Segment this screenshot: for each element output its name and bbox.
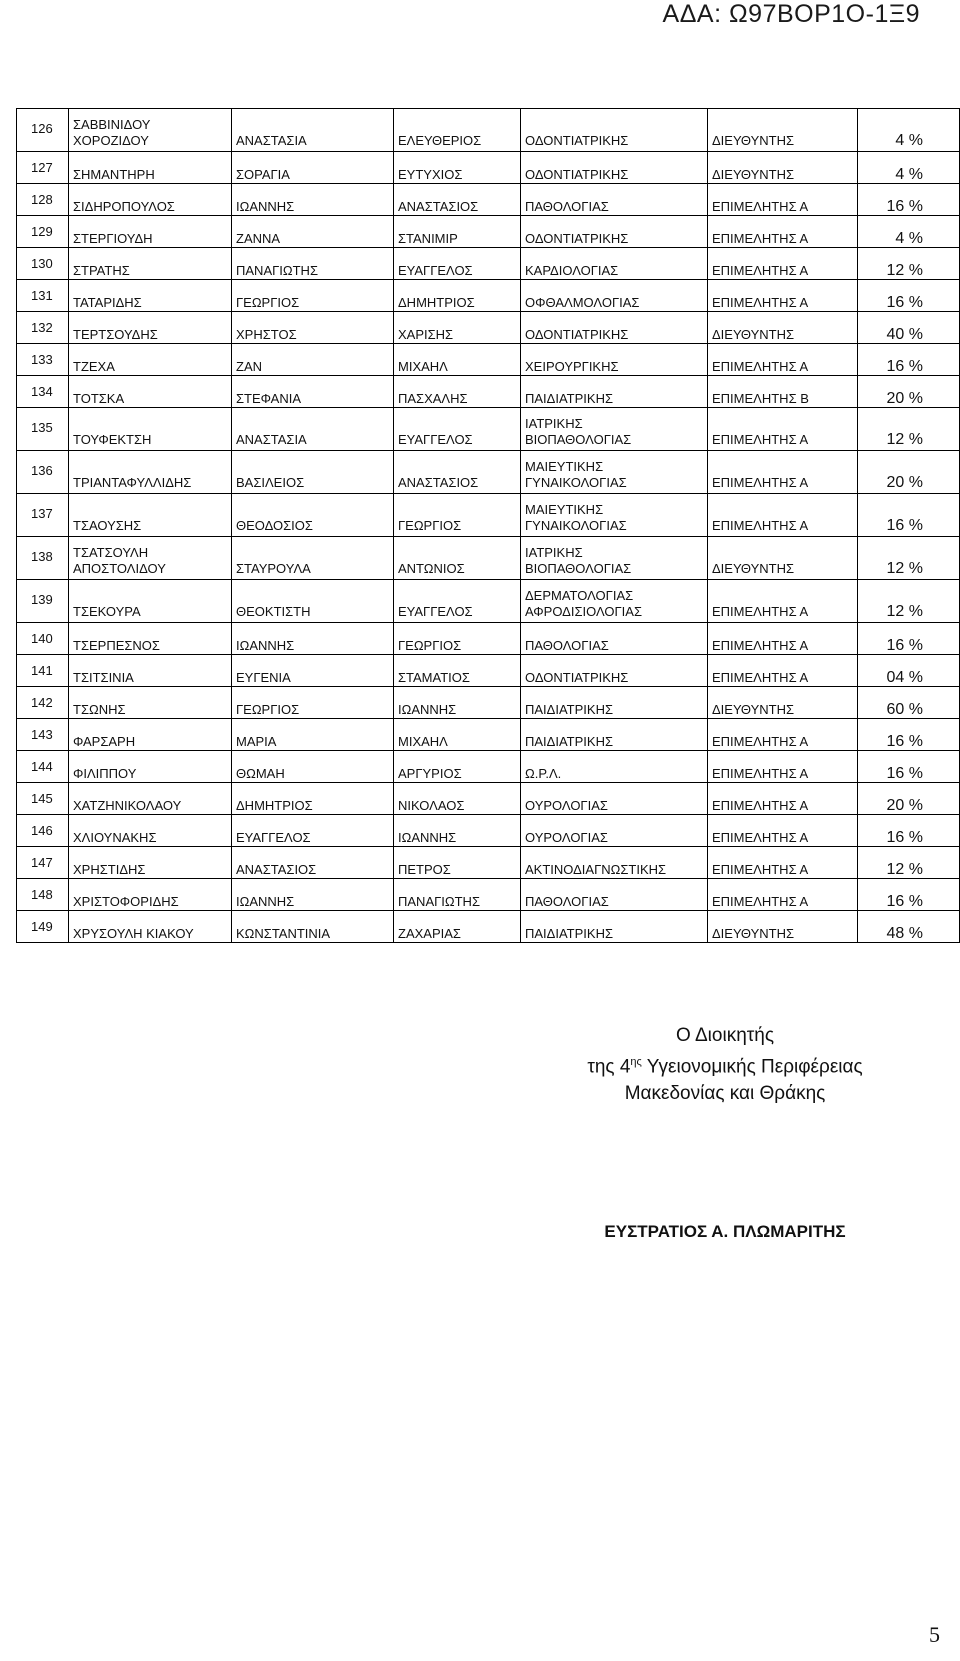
first-name-cell: ΧΡΗΣΤΟΣ [232, 312, 394, 344]
percentage-cell: 4 % [858, 216, 960, 248]
rank-cell: ΕΠΙΜΕΛΗΤΗΣ Α [708, 451, 858, 494]
row-number-cell: 140 [17, 623, 69, 655]
specialty-cell [521, 687, 708, 719]
cell-line: ΤΣΙΤΣΙΝΙΑ [73, 670, 134, 685]
percentage-cell: 12 % [858, 248, 960, 280]
surname-cell [69, 216, 232, 248]
surname-cell [69, 152, 232, 184]
row-number-cell: 148 [17, 879, 69, 911]
first-name-cell: ΙΩΑΝΝΗΣ [232, 623, 394, 655]
first-name-cell: ΙΩΑΝΝΗΣ [232, 184, 394, 216]
father-name-cell: ΙΩΑΝΝΗΣ [394, 815, 521, 847]
row-number-cell: 129 [17, 216, 69, 248]
cell-line: ΙΑΤΡΙΚΗΣ [525, 416, 583, 431]
row-number-cell: 147 [17, 847, 69, 879]
cell-line: ΙΑΤΡΙΚΗΣ [525, 545, 583, 560]
row-number-cell: 130 [17, 248, 69, 280]
row-number-cell: 137 [17, 494, 69, 537]
specialty-cell [521, 184, 708, 216]
percentage-cell: 48 % [858, 911, 960, 943]
row-number-cell: 149 [17, 911, 69, 943]
father-name-cell: ΜΙΧΑΗΛ [394, 719, 521, 751]
cell-line: ΠΑΙΔΙΑΤΡΙΚΗΣ [525, 391, 613, 406]
cell-line: ΑΠΟΣΤΟΛΙΔΟΥ [73, 561, 166, 576]
table-row [17, 911, 960, 943]
specialty-cell [521, 312, 708, 344]
rank-cell: ΕΠΙΜΕΛΗΤΗΣ Α [708, 879, 858, 911]
cell-line: ΤΕΡΤΣΟΥΔΗΣ [73, 327, 158, 342]
cell-line: ΠΑΙΔΙΑΤΡΙΚΗΣ [525, 926, 613, 941]
cell-line: ΟΥΡΟΛΟΓΙΑΣ [525, 830, 608, 845]
row-number-cell: 135 [17, 408, 69, 451]
specialty-cell [521, 248, 708, 280]
row-number-cell: 138 [17, 537, 69, 580]
surname-cell [69, 184, 232, 216]
cell-line: ΓΥΝΑΙΚΟΛΟΓΙΑΣ [525, 518, 627, 533]
father-name-cell: ΝΙΚΟΛΑΟΣ [394, 783, 521, 815]
percentage-cell: 04 % [858, 655, 960, 687]
surname-cell [69, 815, 232, 847]
rank-cell: ΕΠΙΜΕΛΗΤΗΣ Α [708, 408, 858, 451]
table-row [17, 655, 960, 687]
percentage-cell: 16 % [858, 879, 960, 911]
surname-cell [69, 655, 232, 687]
specialty-cell [521, 109, 708, 152]
percentage-cell: 12 % [858, 580, 960, 623]
percentage-cell: 16 % [858, 623, 960, 655]
cell-line: ΤΣΕΚΟΥΡΑ [73, 604, 141, 619]
cell-line: ΟΔΟΝΤΙΑΤΡΙΚΗΣ [525, 167, 629, 182]
ordinal-suffix: ης [630, 1056, 642, 1068]
father-name-cell: ΠΑΣΧΑΛΗΣ [394, 376, 521, 408]
rank-cell: ΕΠΙΜΕΛΗΤΗΣ Α [708, 344, 858, 376]
father-name-cell: ΑΡΓΥΡΙΟΣ [394, 751, 521, 783]
cell-line: ΧΟΡΟΖΙΔΟΥ [73, 133, 149, 148]
father-name-cell: ΣΤΑΜΑΤΙΟΣ [394, 655, 521, 687]
percentage-cell: 20 % [858, 376, 960, 408]
surname-cell [69, 494, 232, 537]
father-name-cell: ΑΝΑΣΤΑΣΙΟΣ [394, 451, 521, 494]
signature-title: Ο Διοικητής [675, 1025, 774, 1046]
cell-line: ΣΗΜΑΝΤΗΡΗ [73, 167, 155, 182]
table-row [17, 280, 960, 312]
rank-cell: ΕΠΙΜΕΛΗΤΗΣ Α [708, 815, 858, 847]
surname-cell [69, 751, 232, 783]
cell-line: ΠΑΘΟΛΟΓΙΑΣ [525, 638, 609, 653]
table-row [17, 109, 960, 152]
first-name-cell: ΕΥΑΓΓΕΛΟΣ [232, 815, 394, 847]
first-name-cell: ΣΤΑΥΡΟΥΛΑ [232, 537, 394, 580]
row-number-cell: 136 [17, 451, 69, 494]
row-number-cell: 126 [17, 109, 69, 152]
first-name-cell: ΘΩΜΑΗ [232, 751, 394, 783]
father-name-cell: ΑΝΤΩΝΙΟΣ [394, 537, 521, 580]
cell-line: ΒΙΟΠΑΘΟΛΟΓΙΑΣ [525, 561, 632, 576]
percentage-cell: 16 % [858, 494, 960, 537]
first-name-cell: ΠΑΝΑΓΙΩΤΗΣ [232, 248, 394, 280]
table-body [17, 109, 960, 943]
percentage-cell: 60 % [858, 687, 960, 719]
percentage-cell: 16 % [858, 280, 960, 312]
rank-cell: ΔΙΕΥΘΥΝΤΗΣ [708, 537, 858, 580]
rank-cell: ΕΠΙΜΕΛΗΤΗΣ Α [708, 280, 858, 312]
signature-region-name: Μακεδονίας και Θράκης [624, 1083, 826, 1105]
rank-cell: ΕΠΙΜΕΛΗΤΗΣ Α [708, 655, 858, 687]
cell-line: ΔΕΡΜΑΤΟΛΟΓΙΑΣ [525, 588, 634, 603]
percentage-cell: 12 % [858, 847, 960, 879]
specialty-cell [521, 580, 708, 623]
cell-line: ΦΑΡΣΑΡΗ [73, 734, 136, 749]
table-row [17, 494, 960, 537]
row-number-cell: 128 [17, 184, 69, 216]
rank-cell: ΕΠΙΜΕΛΗΤΗΣ Α [708, 216, 858, 248]
father-name-cell: ΜΙΧΑΗΛ [394, 344, 521, 376]
surname-cell [69, 408, 232, 451]
row-number-cell: 141 [17, 655, 69, 687]
father-name-cell: ΓΕΩΡΓΙΟΣ [394, 494, 521, 537]
first-name-cell: ΙΩΑΝΝΗΣ [232, 879, 394, 911]
cell-line: ΤΡΙΑΝΤΑΦΥΛΛΙΔΗΣ [73, 475, 192, 490]
specialty-cell [521, 847, 708, 879]
specialty-cell [521, 216, 708, 248]
surname-cell [69, 911, 232, 943]
region-suffix: Υγειονομικής Περιφέρειας [641, 1056, 863, 1078]
percentage-cell: 16 % [858, 184, 960, 216]
table-row [17, 312, 960, 344]
specialty-cell [521, 783, 708, 815]
surname-cell [69, 376, 232, 408]
specialty-cell [521, 879, 708, 911]
percentage-cell: 16 % [858, 751, 960, 783]
percentage-cell: 16 % [858, 344, 960, 376]
cell-line: Ω.Ρ.Λ. [525, 766, 562, 781]
first-name-cell: ΔΗΜΗΤΡΙΟΣ [232, 783, 394, 815]
table-row [17, 216, 960, 248]
father-name-cell: ΕΛΕΥΘΕΡΙΟΣ [394, 109, 521, 152]
cell-line: ΜΑΙΕΥΤΙΚΗΣ [525, 459, 604, 474]
specialty-cell [521, 408, 708, 451]
table-row [17, 719, 960, 751]
cell-line: ΣΤΕΡΓΙΟΥΔΗ [73, 231, 153, 246]
cell-line: ΟΔΟΝΤΙΑΤΡΙΚΗΣ [525, 133, 629, 148]
first-name-cell: ΕΥΓΕΝΙΑ [232, 655, 394, 687]
table-row [17, 451, 960, 494]
row-number-cell: 134 [17, 376, 69, 408]
rank-cell: ΔΙΕΥΘΥΝΤΗΣ [708, 109, 858, 152]
cell-line: ΑΦΡΟΔΙΣΙΟΛΟΓΙΑΣ [525, 604, 642, 619]
table-row [17, 248, 960, 280]
row-number-cell: 127 [17, 152, 69, 184]
surname-cell [69, 280, 232, 312]
table-row [17, 184, 960, 216]
surname-cell [69, 537, 232, 580]
surname-cell [69, 248, 232, 280]
father-name-cell: ΕΥΑΓΓΕΛΟΣ [394, 580, 521, 623]
percentage-cell: 12 % [858, 537, 960, 580]
cell-line: ΣΤΡΑΤΗΣ [73, 263, 130, 278]
table-row [17, 783, 960, 815]
cell-line: ΜΑΙΕΥΤΙΚΗΣ [525, 502, 604, 517]
surname-cell [69, 580, 232, 623]
first-name-cell: ΖΑΝ [232, 344, 394, 376]
table-row [17, 580, 960, 623]
cell-line: ΠΑΘΟΛΟΓΙΑΣ [525, 199, 609, 214]
table-row [17, 623, 960, 655]
cell-line: ΧΛΙΟΥΝΑΚΗΣ [73, 830, 157, 845]
specialty-cell [521, 623, 708, 655]
father-name-cell: ΕΥΑΓΓΕΛΟΣ [394, 408, 521, 451]
percentage-cell: 40 % [858, 312, 960, 344]
cell-line: ΤΟΤΣΚΑ [73, 391, 125, 406]
father-name-cell: ΧΑΡΙΣΗΣ [394, 312, 521, 344]
rank-cell: ΕΠΙΜΕΛΗΤΗΣ Α [708, 719, 858, 751]
first-name-cell: ΣΟΡΑΓΙΑ [232, 152, 394, 184]
ada-code: ΑΔΑ: Ω97ΒΟΡ1Ο-1Ξ9 [662, 0, 920, 28]
specialty-cell [521, 911, 708, 943]
signature-region-line [560, 1049, 890, 1080]
signatory-name: ΕΥΣΤΡΑΤΙΟΣ Α. ΠΛΩΜΑΡΙΤΗΣ [604, 1222, 846, 1241]
cell-line: ΧΡΗΣΤΙΔΗΣ [73, 862, 146, 877]
cell-line: ΠΑΙΔΙΑΤΡΙΚΗΣ [525, 702, 613, 717]
row-number-cell: 146 [17, 815, 69, 847]
specialty-cell [521, 815, 708, 847]
cell-line: ΤΟΥΦΕΚΤΣΗ [73, 432, 152, 447]
table-row [17, 408, 960, 451]
percentage-cell: 16 % [858, 719, 960, 751]
first-name-cell: ΚΩΝΣΤΑΝΤΙΝΙΑ [232, 911, 394, 943]
percentage-cell: 16 % [858, 815, 960, 847]
father-name-cell: ΕΥΤΥΧΙΟΣ [394, 152, 521, 184]
specialty-cell [521, 376, 708, 408]
rank-cell: ΕΠΙΜΕΛΗΤΗΣ Α [708, 623, 858, 655]
percentage-cell: 12 % [858, 408, 960, 451]
cell-line: ΒΙΟΠΑΘΟΛΟΓΙΑΣ [525, 432, 632, 447]
father-name-cell: ΕΥΑΓΓΕΛΟΣ [394, 248, 521, 280]
rank-cell: ΕΠΙΜΕΛΗΤΗΣ Α [708, 184, 858, 216]
surname-cell [69, 847, 232, 879]
surname-cell [69, 687, 232, 719]
percentage-cell: 20 % [858, 783, 960, 815]
rank-cell: ΕΠΙΜΕΛΗΤΗΣ Α [708, 751, 858, 783]
rank-cell: ΔΙΕΥΘΥΝΤΗΣ [708, 312, 858, 344]
specialty-cell [521, 537, 708, 580]
cell-line: ΟΔΟΝΤΙΑΤΡΙΚΗΣ [525, 670, 629, 685]
father-name-cell: ΠΑΝΑΓΙΩΤΗΣ [394, 879, 521, 911]
table-row [17, 376, 960, 408]
father-name-cell: ΑΝΑΣΤΑΣΙΟΣ [394, 184, 521, 216]
page-number: 5 [929, 1622, 940, 1647]
cell-line: ΣΙΔΗΡΟΠΟΥΛΟΣ [73, 199, 175, 214]
row-number-cell: 142 [17, 687, 69, 719]
first-name-cell: ΣΤΕΦΑΝΙΑ [232, 376, 394, 408]
surname-cell [69, 879, 232, 911]
table-row [17, 687, 960, 719]
table-row [17, 879, 960, 911]
rank-cell: ΕΠΙΜΕΛΗΤΗΣ Α [708, 580, 858, 623]
cell-line: ΤΑΤΑΡΙΔΗΣ [73, 295, 142, 310]
region-prefix: της 4 [587, 1056, 631, 1078]
rank-cell: ΕΠΙΜΕΛΗΤΗΣ Α [708, 783, 858, 815]
table-row [17, 815, 960, 847]
row-number-cell: 131 [17, 280, 69, 312]
father-name-cell: ΓΕΩΡΓΙΟΣ [394, 623, 521, 655]
first-name-cell: ΑΝΑΣΤΑΣΙΑ [232, 109, 394, 152]
surname-cell [69, 109, 232, 152]
father-name-cell: ΠΕΤΡΟΣ [394, 847, 521, 879]
rank-cell: ΕΠΙΜΕΛΗΤΗΣ Α [708, 847, 858, 879]
cell-line: ΤΣΑΟΥΣΗΣ [73, 518, 142, 533]
father-name-cell: ΔΗΜΗΤΡΙΟΣ [394, 280, 521, 312]
specialty-cell [521, 494, 708, 537]
row-number-cell: 143 [17, 719, 69, 751]
rank-cell: ΕΠΙΜΕΛΗΤΗΣ Β [708, 376, 858, 408]
table-row [17, 344, 960, 376]
cell-line: ΧΡΥΣΟΥΛΗ ΚΙΑΚΟΥ [73, 926, 194, 941]
percentage-cell: 4 % [858, 152, 960, 184]
surname-cell [69, 783, 232, 815]
percentage-cell: 4 % [858, 109, 960, 152]
specialty-cell [521, 152, 708, 184]
row-number-cell: 132 [17, 312, 69, 344]
first-name-cell: ΘΕΟΔΟΣΙΟΣ [232, 494, 394, 537]
cell-line: ΚΑΡΔΙΟΛΟΓΙΑΣ [525, 263, 619, 278]
cell-line: ΑΚΤΙΝΟΔΙΑΓΝΩΣΤΙΚΗΣ [525, 862, 667, 877]
first-name-cell: ΑΝΑΣΤΑΣΙΑ [232, 408, 394, 451]
cell-line: ΟΔΟΝΤΙΑΤΡΙΚΗΣ [525, 231, 629, 246]
first-name-cell: ΜΑΡΙΑ [232, 719, 394, 751]
cell-line: ΤΣΕΡΠΕΣΝΟΣ [73, 638, 160, 653]
specialty-cell [521, 655, 708, 687]
specialty-cell [521, 344, 708, 376]
first-name-cell: ΒΑΣΙΛΕΙΟΣ [232, 451, 394, 494]
specialty-cell [521, 751, 708, 783]
personnel-table [16, 108, 960, 943]
percentage-cell: 20 % [858, 451, 960, 494]
cell-line: ΟΔΟΝΤΙΑΤΡΙΚΗΣ [525, 327, 629, 342]
cell-line: ΠΑΘΟΛΟΓΙΑΣ [525, 894, 609, 909]
cell-line: ΧΑΤΖΗΝΙΚΟΛΑΟΥ [73, 798, 182, 813]
first-name-cell: ΓΕΩΡΓΙΟΣ [232, 280, 394, 312]
specialty-cell [521, 280, 708, 312]
row-number-cell: 139 [17, 580, 69, 623]
cell-line: ΧΡΙΣΤΟΦΟΡΙΔΗΣ [73, 894, 179, 909]
rank-cell: ΕΠΙΜΕΛΗΤΗΣ Α [708, 248, 858, 280]
surname-cell [69, 719, 232, 751]
first-name-cell: ΑΝΑΣΤΑΣΙΟΣ [232, 847, 394, 879]
cell-line: ΣΑΒΒΙΝΙΔΟΥ [73, 117, 151, 132]
cell-line: ΟΥΡΟΛΟΓΙΑΣ [525, 798, 608, 813]
row-number-cell: 145 [17, 783, 69, 815]
table-row [17, 152, 960, 184]
cell-line: ΤΣΑΤΣΟΥΛΗ [73, 545, 149, 560]
cell-line: ΤΖΕΧΑ [73, 359, 115, 374]
specialty-cell [521, 451, 708, 494]
cell-line: ΟΦΘΑΛΜΟΛΟΓΙΑΣ [525, 295, 640, 310]
cell-line: ΓΥΝΑΙΚΟΛΟΓΙΑΣ [525, 475, 627, 490]
rank-cell: ΔΙΕΥΘΥΝΤΗΣ [708, 687, 858, 719]
surname-cell [69, 623, 232, 655]
row-number-cell: 133 [17, 344, 69, 376]
table-row [17, 751, 960, 783]
table-row [17, 537, 960, 580]
first-name-cell: ΘΕΟΚΤΙΣΤΗ [232, 580, 394, 623]
cell-line: ΠΑΙΔΙΑΤΡΙΚΗΣ [525, 734, 613, 749]
first-name-cell: ΓΕΩΡΓΙΟΣ [232, 687, 394, 719]
row-number-cell: 144 [17, 751, 69, 783]
father-name-cell: ΖΑΧΑΡΙΑΣ [394, 911, 521, 943]
rank-cell: ΔΙΕΥΘΥΝΤΗΣ [708, 911, 858, 943]
surname-cell [69, 451, 232, 494]
table-row [17, 847, 960, 879]
cell-line: ΤΣΩΝΗΣ [73, 702, 126, 717]
father-name-cell: ΣΤΑΝΙΜΙΡ [394, 216, 521, 248]
first-name-cell: ΖΑΝΝΑ [232, 216, 394, 248]
signature-block [560, 1022, 890, 1107]
rank-cell: ΔΙΕΥΘΥΝΤΗΣ [708, 152, 858, 184]
cell-line: ΦΙΛΙΠΠΟΥ [73, 766, 137, 781]
surname-cell [69, 344, 232, 376]
surname-cell [69, 312, 232, 344]
father-name-cell: ΙΩΑΝΝΗΣ [394, 687, 521, 719]
rank-cell: ΕΠΙΜΕΛΗΤΗΣ Α [708, 494, 858, 537]
specialty-cell [521, 719, 708, 751]
cell-line: ΧΕΙΡΟΥΡΓΙΚΗΣ [525, 359, 619, 374]
